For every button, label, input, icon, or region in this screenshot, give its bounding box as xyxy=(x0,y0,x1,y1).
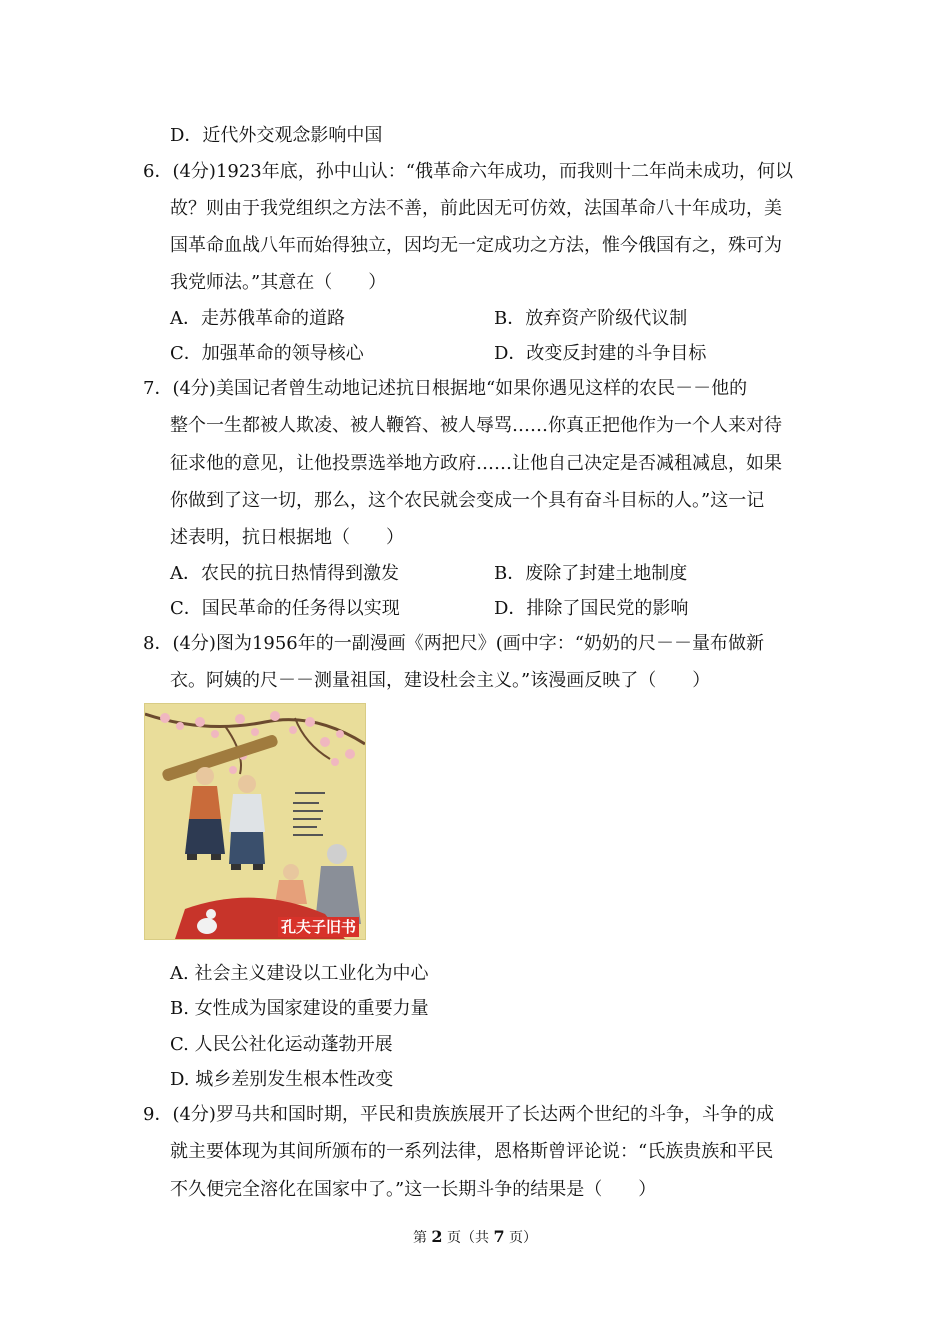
footer-total-pages: 7 xyxy=(493,1227,505,1246)
page-footer xyxy=(0,1227,950,1248)
q8-option-c: C. 人民公社化运动蓬勃开展 xyxy=(170,1034,393,1055)
cartoon-illustration xyxy=(145,704,365,939)
q6-option-a: A．走苏俄革命的道路 xyxy=(170,308,345,329)
q5-option-d: D．近代外交观念影响中国 xyxy=(170,125,383,146)
q6-option-b: B．放弃资产阶级代议制 xyxy=(494,308,688,329)
footer-page-number: 2 xyxy=(431,1227,443,1246)
q6-stem-line-4: 我党师法。”其意在（ ） xyxy=(170,272,387,293)
q7-option-b: B．废除了封建土地制度 xyxy=(494,563,688,584)
footer-middle: 页（共 xyxy=(442,1230,494,1246)
footer-prefix: 第 xyxy=(412,1230,432,1246)
q6-option-c: C．加强革命的领导核心 xyxy=(170,343,364,364)
q7-stem-line-5: 述表明，抗日根据地（ ） xyxy=(170,527,404,548)
q6-stem-line-3: 国革命血战八年而始得独立，因均无一定成功之方法，惟今俄国有之，殊可为 xyxy=(170,235,782,256)
cartoon-two-rulers-image xyxy=(144,703,366,940)
q6-stem-line-1: 6．(4分)1923年底，孙中山认：“俄革命六年成功，而我则十二年尚未成功，何以 xyxy=(143,161,793,182)
q8-option-d: D. 城乡差别发生根本性改变 xyxy=(170,1069,394,1090)
q6-option-d: D．改变反封建的斗争目标 xyxy=(494,343,707,364)
q7-stem-line-3: 征求他的意见，让他投票选举地方政府……让他自己决定是否减租减息，如果 xyxy=(170,453,782,474)
q7-stem-line-2: 整个一生都被人欺凌、被人鞭笞、被人辱骂……你真正把他作为一个人来对待 xyxy=(170,415,782,436)
q8-stem-line-2: 衣。阿姨的尺－－测量祖国，建设杜会主义。”该漫画反映了（ ） xyxy=(170,670,711,691)
q9-stem-line-2: 就主要体现为其间所颁布的一系列法律，恩格斯曾评论说：“氏族贵族和平民 xyxy=(170,1141,774,1162)
image-watermark: 孔夫子旧书 xyxy=(278,917,359,937)
q7-option-c: C．国民革命的任务得以实现 xyxy=(170,598,400,619)
footer-suffix: 页） xyxy=(504,1230,538,1246)
q7-option-a: A．农民的抗日热情得到激发 xyxy=(170,563,399,584)
q9-stem-line-3: 不久便完全溶化在国家中了。”这一长期斗争的结果是（ ） xyxy=(170,1179,657,1200)
q8-option-b: B. 女性成为国家建设的重要力量 xyxy=(170,998,429,1019)
q9-stem-line-1: 9．(4分)罗马共和国时期，平民和贵族族展开了长达两个世纪的斗争，斗争的成 xyxy=(143,1104,774,1125)
q8-option-a: A. 社会主义建设以工业化为中心 xyxy=(170,963,429,984)
q8-stem-line-1: 8．(4分)图为1956年的一副漫画《两把尺》(画中字：“奶奶的尺－－量布做新 xyxy=(143,633,764,654)
q7-option-d: D．排除了国民党的影响 xyxy=(494,598,689,619)
q6-stem-line-2: 故？则由于我党组织之方法不善，前此因无可仿效，法国革命八十年成功，美 xyxy=(170,198,782,219)
q7-stem-line-1: 7．(4分)美国记者曾生动地记述抗日根据地“如果你遇见这样的农民－－他的 xyxy=(143,378,748,399)
q7-stem-line-4: 你做到了这一切，那么，这个农民就会变成一个具有奋斗目标的人。”这一记 xyxy=(170,490,765,511)
